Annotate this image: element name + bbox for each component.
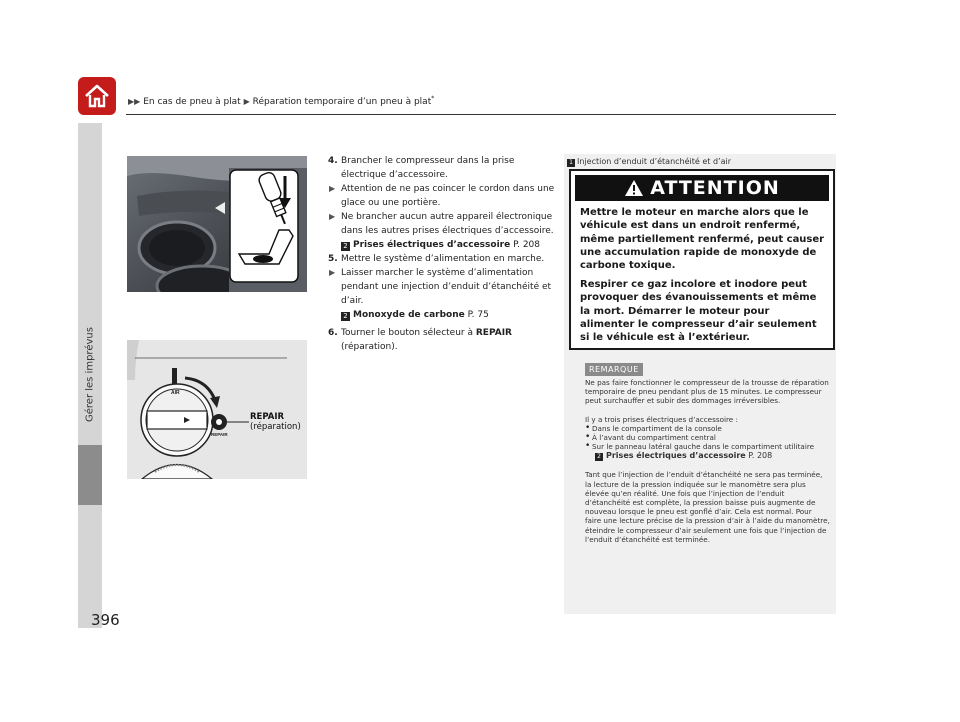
cross-reference-link[interactable]: [328, 238, 560, 252]
step-note: [328, 210, 560, 238]
selector-knob-figure: [127, 340, 307, 479]
breadcrumb-arrow-icon: ▶▶: [128, 97, 141, 106]
step-number: 6.: [328, 328, 338, 338]
step-note-text: Attention de ne pas coincer le cordon dans une glace ou une portière.: [341, 184, 555, 208]
page-number: 396: [91, 611, 120, 629]
step-note-text: Ne brancher aucun autre appareil électronique dans les autres prises électriques d’accessoire.: [341, 212, 554, 236]
attention-header: [575, 175, 829, 201]
step-note: [328, 182, 560, 210]
list-item: • Dans le compartiment de la console: [585, 424, 830, 433]
sidebar-cross-reference-link[interactable]: [585, 451, 830, 461]
reference-icon: 2: [595, 453, 603, 461]
repair-knob-label: REPAIR: [211, 432, 228, 437]
breadcrumb: [128, 95, 434, 107]
cross-reference-link[interactable]: [328, 308, 560, 322]
steps-column: [328, 154, 560, 354]
remark-badge: REMARQUE: [585, 363, 643, 376]
reference-icon: 2: [341, 242, 350, 251]
step-5: [328, 252, 560, 266]
attention-paragraph-2: Respirer ce gaz incolore et inodore peut provoquer des évanouissements et même la mort. Démarrer le moteur pour alimenter le compresseur d’air seulement si le véhicule est à l’extérieur.: [580, 279, 817, 344]
breadcrumb-level-2[interactable]: Réparation temporaire d’un pneu à plat: [252, 97, 432, 107]
note-marker-icon: 1: [567, 159, 575, 167]
chapter-tab-marker[interactable]: [78, 445, 102, 505]
step-text-bold: REPAIR: [475, 328, 512, 338]
home-button[interactable]: [78, 77, 116, 115]
repair-callout-normal: (réparation): [250, 422, 301, 432]
breadcrumb-level-1[interactable]: En cas de pneu à plat: [143, 97, 241, 107]
step-number: 5.: [328, 254, 338, 264]
triangle-bullet-icon: ▶: [329, 212, 336, 221]
list-item: • À l’avant du compartiment central: [585, 433, 830, 442]
triangle-bullet-icon: ▶: [329, 268, 336, 277]
remark-text: [585, 378, 830, 544]
asterisk-note: *: [431, 95, 435, 102]
sidebar-heading: [567, 157, 731, 167]
triangle-bullet-icon: ▶: [329, 184, 336, 193]
header-rule: [126, 114, 836, 115]
cross-reference-page[interactable]: P. 208: [513, 240, 541, 250]
attention-box: [569, 169, 835, 350]
reference-icon: 2: [341, 312, 350, 321]
warning-icon: [624, 179, 644, 197]
list-item: • Sur le panneau latéral gauche dans le compartiment utilitaire: [585, 442, 830, 451]
sidebar-heading-text: Injection d’enduit d’étanchéité et d’air: [577, 157, 732, 166]
step-4: [328, 154, 560, 182]
step-note-text: Laisser marcher le système d’alimentation pendant une injection d’enduit d’étanchéité et d’air.: [341, 268, 552, 306]
cross-reference-page[interactable]: P. 75: [467, 310, 489, 320]
remark-paragraph-2: Il y a trois prises électriques d’accessoire :: [585, 414, 738, 424]
cross-reference-title[interactable]: Prises électriques d’accessoire: [606, 451, 746, 461]
air-knob-label: AIR: [171, 390, 180, 396]
step-6: [328, 326, 560, 354]
step-text-after: (réparation).: [341, 342, 398, 352]
home-icon: [83, 83, 111, 109]
remark-paragraph-1: Ne pas faire fonctionner le compresseur de la trousse de réparation temporaire de pneu pendant plus de 15 minutes. Le compresseur peut surchauffer et subir des dommages irréversibles.: [585, 378, 829, 406]
step-number: 4.: [328, 156, 338, 166]
step-note: [328, 266, 560, 308]
step-text: Mettre le système d’alimentation en marche.: [341, 254, 545, 264]
chapter-title: Gérer les imprévus: [84, 327, 96, 423]
repair-callout-bold: REPAIR: [250, 412, 285, 422]
accessory-socket-photo: [127, 156, 307, 292]
attention-title: ATTENTION: [650, 177, 780, 199]
cross-reference-title[interactable]: Monoxyde de carbone: [353, 310, 465, 320]
breadcrumb-arrow-icon: ▶: [243, 97, 250, 106]
step-text: Brancher le compresseur dans la prise électrique d’accessoire.: [341, 156, 515, 180]
cross-reference-page[interactable]: P. 208: [748, 451, 773, 461]
remark-paragraph-3: Tant que l’injection de l’enduit d’étanchéité ne sera pas terminée, la lecture de la pression indiquée sur le manomètre sera plus élevée qu’en réalité. Une fois que l’injection de l’enduit d’étanchéité est complète, la pression baisse puis augmente de nouveau lorsque le pneu est gonflé d’air. Cela est normal. Pour faire une lecture précise de la pression d’air à l’aide du manomètre, éteindre le compresseur d’air seulement une fois que l’injection de l’enduit d’étanchéité est terminée.: [585, 470, 830, 544]
attention-paragraph-1: Mettre le moteur en marche alors que le véhicule est dans un endroit renfermé, même partiellement renfermé, peut causer une accumulation rapide de monoxyde de carbone toxique.: [580, 207, 825, 272]
cross-reference-title[interactable]: Prises électriques d’accessoire: [353, 240, 511, 250]
step-text: Tourner le bouton sélecteur à: [341, 328, 476, 338]
repair-callout: [250, 412, 301, 432]
